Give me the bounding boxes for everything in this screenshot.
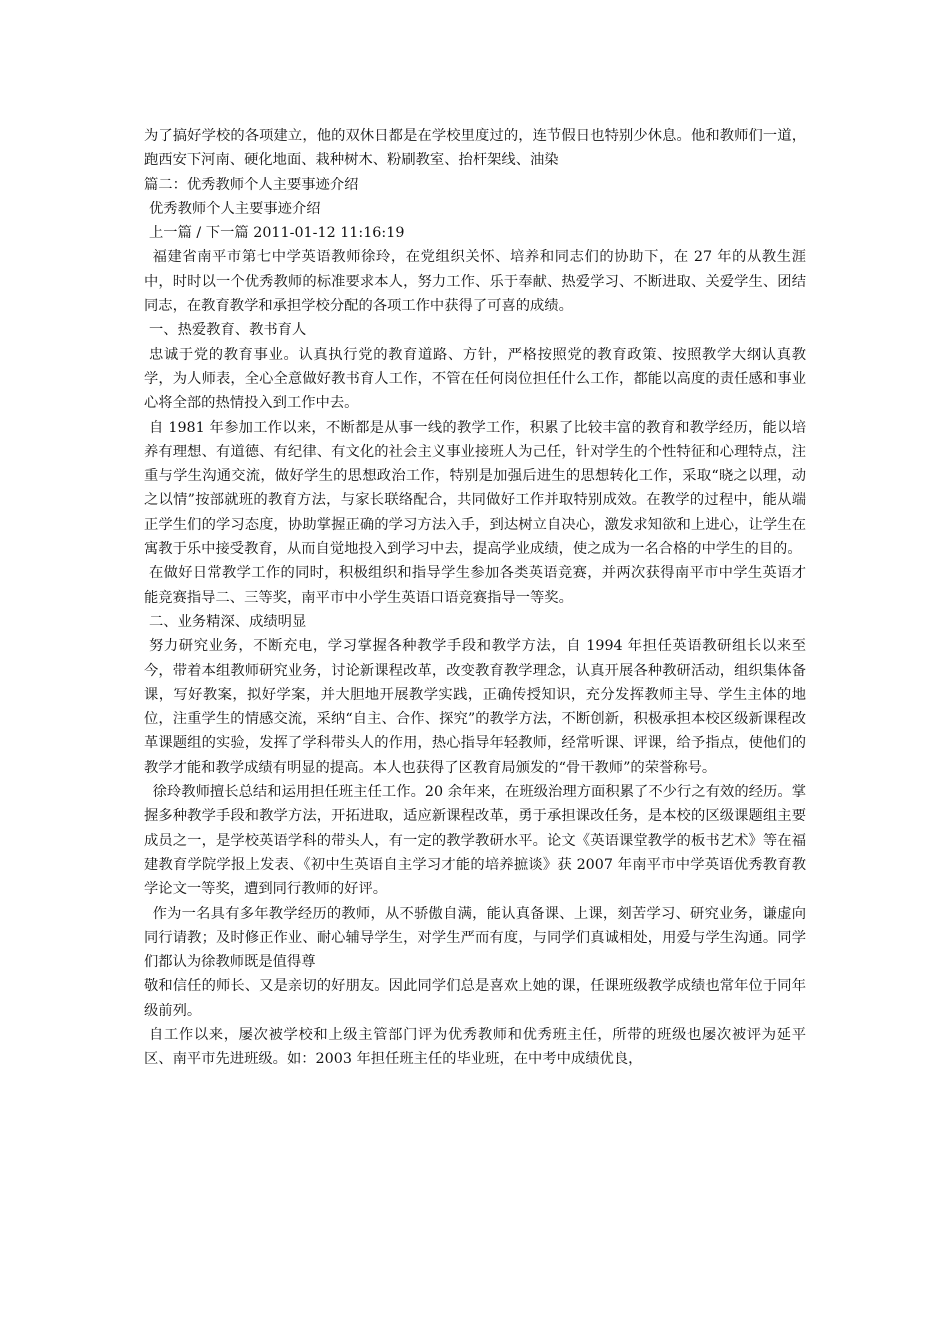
paragraph-attitude-continued: 敬和信任的师长、又是亲切的好朋友。因此同学们总是喜欢上她的课，任课班级教学成绩也常年位于同年级前列。 bbox=[144, 978, 806, 1019]
paragraph-competitions: 在做好日常教学工作的同时，积极组织和指导学生参加各类英语竞赛，并两次获得南平市中学生英语才能竞赛指导二、三等奖，南平市中小学生英语口语竞赛指导一等奖。 bbox=[144, 565, 806, 606]
paragraph-teaching-experience: 自 1981 年参加工作以来，不断都是从事一线的教学工作，积累了比较丰富的教育和教学经历，能以培养有理想、有道德、有纪律、有文化的社会主义事业接班人为己任，针对学生的个性特征和心理特点，注重与学生沟通交流，做好学生的思想政治工作，特别是加强后进生的思想转化工作，采取“晓之以理，动之以情”按部就班的教育方法，与家长联络配合，共同做好工作并取特别成效。在教学的过程中，能从端正学生们的学习态度，协助掌握正确的学习方法入手，到达树立自决心，激发求知欲和上进心，让学生在寓教于乐中接受教育，从而自觉地投入到学习中去，提高学业成绩，使之成为一名合格的中学生的目的。 bbox=[144, 419, 806, 558]
section-title-part-two: 篇二：优秀教师个人主要事迹介绍 bbox=[144, 176, 359, 193]
paragraph-research: 努力研究业务，不断充电，学习掌握各种教学手段和教学方法，自 1994 年担任英语教研组长以来至今，带着本组教师研究业务，讨论新课程改革，改变教育教学理念，认真开展各种教研活动，组织集体备课，写好教案，拟好学案，并大胆地开展教学实践，正确传授知识，充分发挥教师主导、学生主体的地位，注重学生的情感交流，采纳“自主、合作、探究”的教学方法，不断创新，积极承担本校区级新课程改革课题组的实验，发挥了学科带头人的作用，热心指导年轻教师，经常听课、评课，给予指点，使他们的教学才能和教学成绩有明显的提高。本人也获得了区教育局颁发的“骨干教师”的荣誉称号。 bbox=[144, 638, 806, 776]
paragraph-intro-continued: 为了搞好学校的各项建立，他的双休日都是在学校里度过的，连节假日也特别少休息。他和教师们一道，跑西安下河南、硬化地面、栽种树木、粉刷教室、抬杆架线、油染 bbox=[144, 128, 806, 169]
article-title: 优秀教师个人主要事迹介绍 bbox=[149, 200, 321, 217]
article-meta: 上一篇 / 下一篇 2011-01-12 11:16:19 bbox=[149, 225, 405, 242]
paragraph-honors: 自工作以来，屡次被学校和上级主管部门评为优秀教师和优秀班主任，所带的班级也屡次被评为延平区、南平市先进班级。如：2003 年担任班主任的毕业班，在中考中成绩优良， bbox=[144, 1026, 806, 1068]
paragraph-class-management: 徐玲教师擅长总结和运用担任班主任工作。20 余年来，在班级治理方面积累了不少行之有效的经历。掌握多种教学手段和教学方法，开拓进取，适应新课程改革，勇于承担课改任务，是本校的区级课题组主要成员之一，是学校英语学科的带头人，有一定的教学教研水平。论文《英语课堂教学的板书艺术》等在福建教育学院学报上发表、《初中生英语自主学习才能的培养摭谈》获 2007 年南平市中学英语优秀教育教学论文一等奖，遭到同行教师的好评。 bbox=[144, 784, 806, 898]
heading-section-two: 二、业务精深、成绩明显 bbox=[149, 613, 307, 630]
paragraph-loyalty: 忠诚于党的教育事业。认真执行党的教育道路、方针，严格按照党的教育政策、按照教学大纲认真教学，为人师表，全心全意做好教书育人工作，不管在任何岗位担任什么工作，都能以高度的责任感和事业心将全部的热情投入到工作中去。 bbox=[144, 346, 806, 412]
paragraph-profile: 福建省南平市第七中学英语教师徐玲，在党组织关怀、培养和同志们的协助下，在 27 年的从教生涯中，时时以一个优秀教师的标准要求本人，努力工作、乐于奉献、热爱学习、不断进取、关爱学生、团结同志，在教育教学和承担学校分配的各项工作中获得了可喜的成绩。 bbox=[144, 249, 806, 315]
heading-section-one: 一、热爱教育、教书育人 bbox=[149, 322, 307, 339]
paragraph-attitude: 作为一名具有多年教学经历的教师，从不骄傲自满，能认真备课、上课，刻苦学习、研究业务，谦虚向同行请教；及时修正作业、耐心辅导学生，对学生严而有度，与同学们真诚相处，用爱与学生沟通。同学们都认为徐教师既是值得尊 bbox=[144, 905, 806, 971]
document-body bbox=[144, 124, 806, 1072]
